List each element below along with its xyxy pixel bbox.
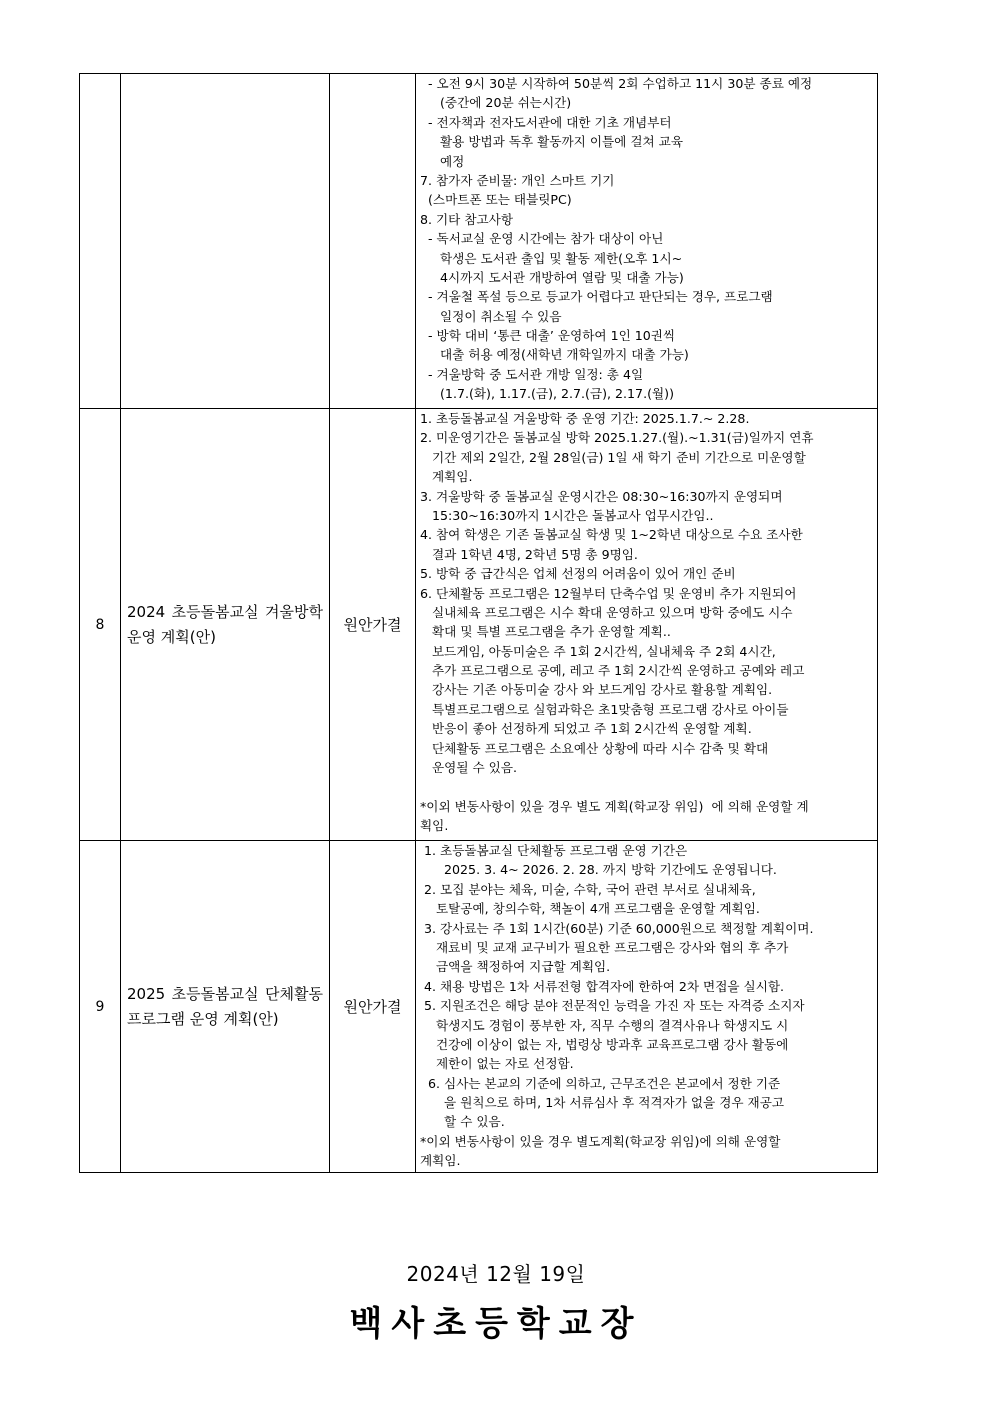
content-line: 단체활동 프로그램은 소요예산 상황에 따라 시수 감축 및 확대: [420, 740, 769, 756]
content-line: (중간에 20분 쉬는시간): [420, 95, 572, 111]
content-line: 7. 참가자 준비물: 개인 스마트 기기: [420, 172, 615, 188]
content-line: 5. 방학 중 급간식은 업체 선정의 어려움이 있어 개인 준비: [420, 566, 736, 582]
content-line: 할 수 있음.: [420, 1114, 505, 1130]
row-number: [80, 74, 121, 409]
content-line: *이외 변동사항이 있을 경우 별도 계획(학교장 위임) 에 의해 운영할 계: [420, 798, 809, 814]
content-line: 제한이 없는 자로 선정함.: [420, 1056, 574, 1072]
content-line: 1. 초등돌봄교실 겨울방학 중 운영 기간: 2025.1.7.~ 2.28.: [420, 411, 750, 426]
content-line: - 오전 9시 30분 시작하여 50분씩 2회 수업하고 11시 30분 종료 예정: [420, 76, 813, 91]
content-line: - 독서교실 운영 시간에는 참가 대상이 아닌: [420, 231, 664, 247]
content-line: 건강에 이상이 없는 자, 법령상 방과후 교육프로그램 강사 활동에: [420, 1036, 789, 1052]
principal-signature: 백사초등학교장: [349, 1304, 643, 1344]
content-line: 특별프로그램으로 실험과학은 초1맞춤형 프로그램 강사로 아이들: [420, 701, 789, 717]
table-row: [80, 74, 878, 409]
row-number: 9: [80, 841, 121, 1173]
minutes-table: [79, 73, 878, 1173]
content-line: 일정이 취소될 수 있음: [420, 308, 562, 324]
agenda-title: 2024 초등돌봄교실 겨울방학 운영 계획(안): [121, 409, 330, 841]
content-line: 획임.: [420, 818, 449, 834]
content-line: 학생은 도서관 출입 및 활동 제한(오후 1시~: [420, 250, 683, 266]
content-cell: [416, 74, 878, 409]
content-line: *이외 변동사항이 있을 경우 별도계획(학교장 위임)에 의해 운영할: [420, 1133, 781, 1149]
content-line: 3. 겨울방학 중 돌봄교실 운영시간은 08:30~16:30까지 운영되며: [420, 488, 783, 504]
table-row: [80, 841, 878, 1173]
content-line: 1. 초등돌봄교실 단체활동 프로그램 운영 기간은: [420, 843, 688, 858]
content-line: 8. 기타 참고사항: [420, 211, 514, 227]
content-line: 2025. 3. 4~ 2026. 2. 28. 까지 방학 기간에도 운영됩니다.: [420, 862, 777, 878]
content-line: 재료비 및 교재 교구비가 필요한 프로그램은 강사와 협의 후 추가: [420, 939, 789, 955]
content-line: 보드게임, 아동미술은 주 1회 2시간씩, 실내체육 주 2회 4시간,: [420, 643, 776, 659]
content-line: (스마트폰 또는 태블릿PC): [420, 192, 572, 208]
content-line: 강사는 기존 아동미술 강사 와 보드게임 강사로 활용할 계획임.: [420, 682, 773, 698]
content-line: 4시까지 도서관 개방하여 열람 및 대출 가능): [420, 269, 684, 285]
content-line: 금액을 책정하여 지급할 계획임.: [420, 959, 611, 975]
content-line: 반응이 좋아 선정하게 되었고 주 1회 2시간씩 운영할 계획.: [420, 721, 752, 737]
content-line: 대출 허용 예정(새학년 개학일까지 대출 가능): [420, 347, 689, 363]
agenda-title: [121, 74, 330, 409]
content-line: - 방학 대비 ‘통큰 대출’ 운영하여 1인 10권씩: [420, 328, 676, 344]
content-line: 확대 및 특별 프로그램을 추가 운영할 계획..: [420, 624, 671, 640]
content-cell: [416, 409, 878, 841]
table-row: [80, 409, 878, 841]
agenda-title: 2025 초등돌봄교실 단체활동 프로그램 운영 계획(안): [121, 841, 330, 1173]
content-line: 추가 프로그램으로 공예, 레고 주 1회 2시간씩 운영하고 공예와 레고: [420, 663, 805, 679]
content-line: 기간 제외 2일간, 2월 28일(금) 1일 새 학기 준비 기간으로 미운영할: [420, 449, 806, 465]
content-line: 운영될 수 있음.: [420, 760, 518, 776]
result-cell: 원안가결: [330, 409, 416, 841]
content-line: 토탈공예, 창의수학, 책놀이 4개 프로그램을 운영할 계획임.: [420, 901, 760, 917]
content-line: 활용 방법과 독후 활동까지 이틀에 걸쳐 교육: [420, 134, 684, 150]
content-line: 학생지도 경험이 풍부한 자, 직무 수행의 결격사유나 학생지도 시: [420, 1017, 789, 1033]
content-line: - 겨울철 폭설 등으로 등교가 어렵다고 판단되는 경우, 프로그램: [420, 289, 773, 305]
content-line: 계획임.: [420, 469, 473, 485]
result-cell: [330, 74, 416, 409]
document-date: 2024년 12월 19일: [406, 1262, 586, 1286]
content-line: 계획임.: [420, 1153, 461, 1169]
content-line: 4. 참여 학생은 기존 돌봄교실 학생 및 1~2학년 대상으로 수요 조사한: [420, 527, 803, 543]
content-line: (1.7.(화), 1.17.(금), 2.7.(금), 2.17.(월)): [420, 386, 674, 402]
content-line: - 전자책과 전자도서관에 대한 기초 개념부터: [420, 114, 672, 130]
row-number: 8: [80, 409, 121, 841]
content-line: 을 원칙으로 하며, 1차 서류심사 후 적격자가 없을 경우 재공고: [420, 1095, 785, 1111]
content-line: 2. 미운영기간은 돌봄교실 방학 2025.1.27.(월).~1.31(금)일까지 연휴: [420, 430, 814, 446]
content-line: 결과 1학년 4명, 2학년 5명 총 9명임.: [420, 546, 638, 562]
content-line: 예정: [420, 153, 465, 169]
content-line: 5. 지원조건은 해당 분야 전문적인 능력을 가진 자 또는 자격증 소지자: [420, 998, 805, 1014]
content-line: 15:30~16:30까지 1시간은 돌봄교사 업무시간임..: [420, 507, 714, 523]
content-cell: [416, 841, 878, 1173]
content-line: 6. 단체활동 프로그램은 12월부터 단축수업 및 운영비 추가 지원되어: [420, 585, 797, 601]
content-line: 4. 채용 방법은 1차 서류전형 합격자에 한하여 2차 면접을 실시함.: [420, 978, 785, 994]
content-line: 3. 강사료는 주 1회 1시간(60분) 기준 60,000원으로 책정할 계획이며.: [420, 920, 814, 936]
result-cell: 원안가결: [330, 841, 416, 1173]
content-line: [420, 777, 875, 796]
content-line: - 겨울방학 중 도서관 개방 일정: 총 4일: [420, 366, 644, 382]
content-line: 2. 모집 분야는 체육, 미술, 수학, 국어 관련 부서로 실내체육,: [420, 881, 756, 897]
content-line: 6. 심사는 본교의 기준에 의하고, 근무조건은 본교에서 정한 기준: [420, 1075, 781, 1091]
content-line: 실내체육 프로그램은 시수 확대 운영하고 있으며 방학 중에도 시수: [420, 604, 793, 620]
